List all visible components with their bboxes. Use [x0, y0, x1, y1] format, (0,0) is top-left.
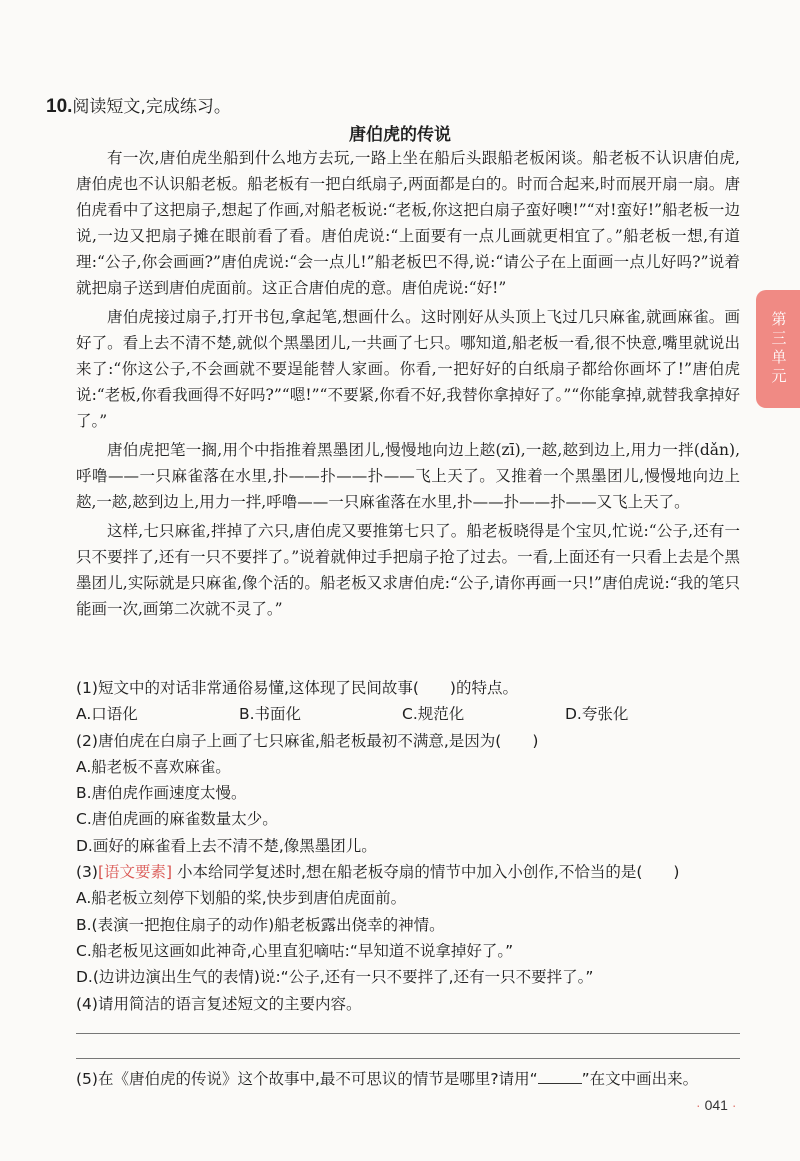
subquestions	[76, 675, 740, 1017]
passage-paragraph: 有一次,唐伯虎坐船到什么地方去玩,一路上坐在船后头跟船老板闲谈。船老板不认识唐伯虎,唐伯虎也不认识船老板。船老板有一把白纸扇子,两面都是白的。时而合起来,时而展开扇一扇。唐伯虎看中了这把扇子,想起了作画,对船老板说:“老板,你这把白扇子蛮好噢!”“对!蛮好!”船老板一边说,一边又把扇子摊在眼前看了看。唐伯虎说:“上面要有一点儿画就更相宜了。”船老板一想,有道理:“公子,你会画画?”唐伯虎说:“会一点儿!”船老板巴不得,说:“请公子在上面画一点儿好吗?”说着就把扇子送到唐伯虎面前。这正合唐伯虎的意。唐伯虎说:“好!”	[76, 149, 740, 297]
passage-body	[76, 145, 740, 625]
q2-stem: (2)唐伯虎在白扇子上画了七只麻雀,船老板最初不满意,是因为( )	[76, 731, 539, 750]
q3-prefix: (3)	[76, 863, 98, 882]
q3-option-d[interactable]: D.(边讲边演出生气的表情)说:“公子,还有一只不要拌了,还有一只不要拌了。”	[76, 968, 594, 987]
q5-text-before: (5)在《唐伯虎的传说》这个故事中,最不可思议的情节是哪里?请用“	[76, 1070, 538, 1088]
q3-text: 小本给同学复述时,想在船老板夺扇的情节中加入小创作,不恰当的是( )	[172, 863, 680, 882]
q2-option-a[interactable]: A.船老板不喜欢麻雀。	[76, 757, 231, 776]
answer-line[interactable]	[76, 1058, 740, 1059]
q1-option-c[interactable]: C.规范化	[402, 705, 465, 724]
q3-tag: [语文要素]	[97, 863, 173, 882]
q5-stem	[76, 1067, 698, 1089]
page-number-dot-icon: ·	[696, 1097, 701, 1113]
q1-options	[76, 701, 740, 727]
q1-option-d[interactable]: D.夸张化	[565, 705, 629, 724]
passage-paragraph: 唐伯虎把笔一搁,用个中指推着黑墨团儿,慢慢地向边上趑(zī),一趑,趑到边上,用力一拌(dǎn),呼噜——一只麻雀落在水里,扑——扑——扑——飞上天了。又推着一个黑墨团儿,慢慢地向边上趑,一趑,趑到边上,用力一拌,呼噜——一只麻雀落在水里,扑——扑——扑——又飞上天了。	[76, 441, 740, 511]
q3-option-c[interactable]: C.船老板见这画如此神奇,心里直犯嘀咕:“早知道不说拿掉好了。”	[76, 941, 514, 960]
unit-side-tab	[756, 290, 800, 408]
q1-option-a[interactable]: A.口语化	[76, 705, 138, 724]
passage-title: 唐伯虎的传说	[349, 125, 451, 145]
q2-option-b[interactable]: B.唐伯虎作画速度太慢。	[76, 784, 247, 803]
answer-line[interactable]	[76, 1033, 740, 1034]
q3-stem	[76, 859, 740, 885]
page-number-dot-icon: ·	[731, 1097, 737, 1113]
unit-tab-label: 第三单元	[771, 310, 787, 385]
passage-paragraph: 这样,七只麻雀,拌掉了六只,唐伯虎又要推第七只了。船老板晓得是个宝贝,忙说:“公子,还有一只不要拌了,还有一只不要拌了。”说着就伸过手把扇子抢了过去。一看,上面还有一只看上去是个黑墨团儿,实际就是只麻雀,像个活的。船老板又求唐伯虎:“公子,请你再画一只!”唐伯虎说:“我的笔只能画一次,画第二次就不灵了。”	[76, 522, 740, 618]
page-number-value: 041	[704, 1097, 728, 1113]
question-number: 10.	[46, 96, 73, 117]
q3-option-b[interactable]: B.(表演一把抱住扇子的动作)船老板露出侥幸的神情。	[76, 915, 445, 934]
q1-stem: (1)短文中的对话非常通俗易懂,这体现了民间故事( )的特点。	[76, 679, 518, 697]
q4-stem: (4)请用简洁的语言复述短文的主要内容。	[76, 994, 362, 1013]
q2-option-c[interactable]: C.唐伯虎画的麻雀数量太少。	[76, 810, 278, 829]
question-heading	[46, 92, 231, 118]
passage-paragraph: 唐伯虎接过扇子,打开书包,拿起笔,想画什么。这时刚好从头顶上飞过几只麻雀,就画麻雀。画好了。看上去不清不楚,就似个黑墨团儿,一共画了七只。哪知道,船老板一看,很不快意,嘴里就说出来了:“你这公子,不会画就不要逞能替人家画。你看,一把好好的白纸扇子都给你画坏了!”唐伯虎说:“老板,你看我画得不好吗?”“嗯!”“不要紧,你看不好,我替你拿掉好了。”“你能拿掉,就替我拿掉好了。”	[76, 308, 740, 430]
page-number	[696, 1097, 736, 1113]
q5-underline-mark	[538, 1069, 582, 1084]
q3-option-a[interactable]: A.船老板立刻停下划船的桨,快步到唐伯虎面前。	[76, 889, 407, 908]
question-instruction: 阅读短文,完成练习。	[72, 97, 231, 117]
q1-option-b[interactable]: B.书面化	[239, 705, 302, 724]
q5-text-after: ”在文中画出来。	[581, 1070, 699, 1088]
q2-option-d[interactable]: D.画好的麻雀看上去不清不楚,像黑墨团儿。	[76, 836, 377, 855]
